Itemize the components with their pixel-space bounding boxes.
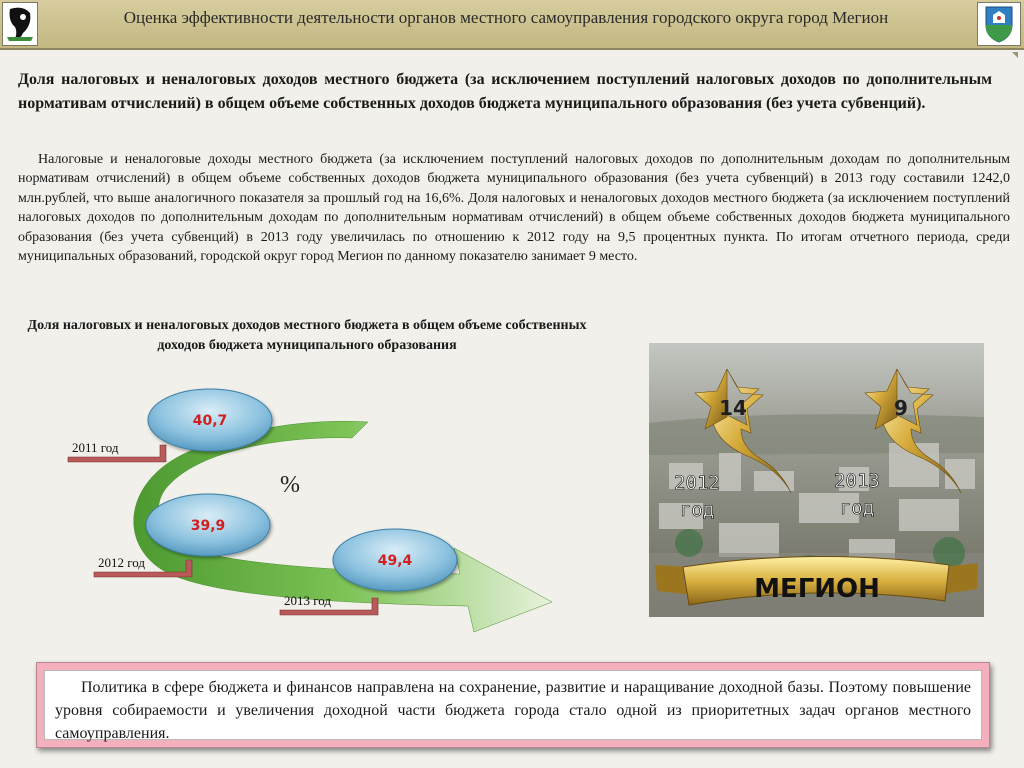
header-bar: [0, 0, 1024, 50]
year-tab-label: 2012 год: [98, 555, 145, 570]
year-tab-label: 2011 год: [72, 440, 119, 455]
year-2012-suffix: год: [679, 499, 715, 521]
value-label: 40,7: [192, 413, 228, 429]
year-tab-label: 2013 год: [284, 593, 331, 608]
chart-title: Доля налоговых и неналоговых доходов местного бюджета в общем объеме собственных доходов бюджета муниципального образования: [27, 318, 587, 353]
value-bubble-0: [148, 389, 272, 451]
rank-2013-value: 9: [894, 396, 908, 420]
value-bubble-2: [333, 529, 457, 591]
city-ribbon: [655, 556, 978, 605]
corner-decoration: [1012, 52, 1018, 58]
municipal-crest-icon: [2, 2, 38, 46]
indicator-heading: Доля налоговых и неналоговых доходов местного бюджета (за исключением поступлений налоговых доходов по дополнительным нормативам отчислений) в общем объеме собственных доходов бюджета муниципального образования (без учета субвенций).: [18, 71, 992, 112]
policy-frame: [36, 662, 990, 748]
policy-text: Политика в сфере бюджета и финансов направлена на сохранение, развитие и наращивание доходной базы. Поэтому повышение уровня собираемости и увеличения доходной части бюджета города стало одной из приоритетных задач органов местного самоуправления.: [44, 670, 982, 740]
value-label: 39,9: [190, 518, 226, 534]
share-chart: [0, 380, 620, 640]
year-tab-0: [68, 440, 166, 462]
regional-coat-of-arms-icon: [977, 2, 1021, 46]
rank-2012-value: 14: [719, 396, 747, 420]
value-bubble-1: [146, 494, 270, 556]
year-2013-suffix: год: [839, 497, 875, 519]
page-title: Оценка эффективности деятельности органов местного самоуправления городского округа город Мегион: [123, 8, 889, 27]
city-photo-collage: [649, 343, 984, 617]
value-label: 49,4: [377, 553, 413, 569]
year-2012-label: 2012: [674, 472, 720, 494]
unit-label: %: [280, 472, 300, 498]
description-paragraph: Налоговые и неналоговые доходы местного бюджета (за исключением поступлений налоговых доходов по дополнительным доходам по дополнительным нормативам отчислений) в общем объеме собственных доходов бюджета муниципального образования (без учета субвенций) в 2013 году составили 1242,0 млн.рублей, что выше аналогичного показателя за прошлый год на 16,6%. Доля налоговых и неналоговых доходов местного бюджета (за исключением поступлений налоговых доходов по дополнительным доходам по дополнительным нормативам отчислений) в общем объеме собственных доходов бюджета муниципального образования (без учета субвенций) в 2013 году увеличилась по отношению к 2012 году на 9,5 процентных пункта. По итогам отчетного периода, среди муниципальных образований, городской округ город Мегион по данному показателю занимает 9 место.: [18, 152, 1010, 265]
city-name: МЕГИОН: [754, 574, 880, 604]
year-2013-label: 2013: [834, 470, 880, 492]
